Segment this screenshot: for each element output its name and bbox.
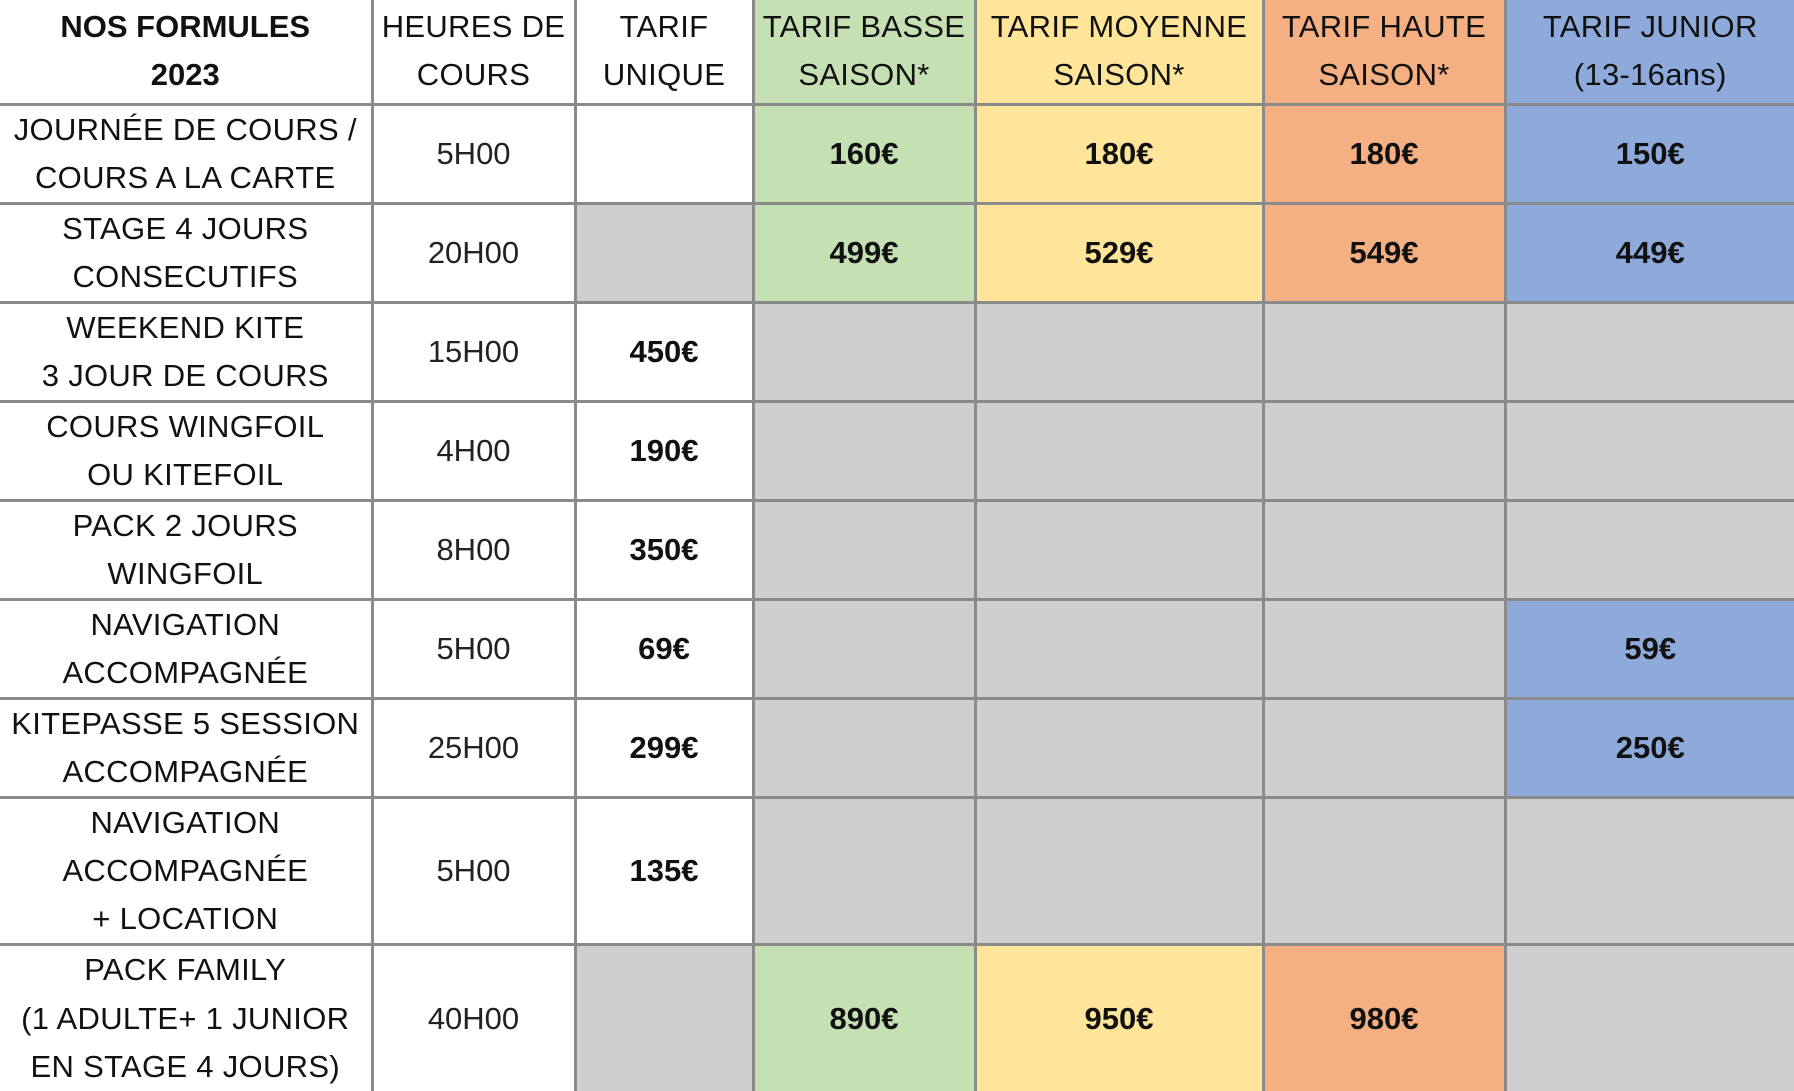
formula-cell: KITEPASSE 5 SESSION ACCOMPAGNÉE bbox=[0, 699, 372, 798]
table-row bbox=[0, 203, 1794, 302]
tarif-moyenne-cell: 950€ bbox=[975, 945, 1263, 1091]
hours-cell: 5H00 bbox=[372, 798, 575, 945]
tarif-haute-cell bbox=[1263, 302, 1505, 401]
tarif-moyenne-cell bbox=[975, 798, 1263, 945]
header-heures bbox=[372, 0, 575, 104]
tarif-moyenne-cell: 180€ bbox=[975, 104, 1263, 203]
tarif-junior-cell bbox=[1505, 798, 1794, 945]
tarif-unique-cell bbox=[575, 945, 753, 1091]
header-tarif-basse-text: TARIF BASSE SAISON* bbox=[762, 9, 966, 93]
header-tarif-basse bbox=[753, 0, 975, 104]
tarif-haute-cell: 549€ bbox=[1263, 203, 1505, 302]
hours-cell: 8H00 bbox=[372, 500, 575, 599]
tarif-basse-cell: 890€ bbox=[753, 945, 975, 1091]
header-tarif-junior bbox=[1505, 0, 1794, 104]
tarif-basse-cell: 160€ bbox=[753, 104, 975, 203]
hours-cell: 25H00 bbox=[372, 699, 575, 798]
formula-cell: JOURNÉE DE COURS / COURS A LA CARTE bbox=[0, 104, 372, 203]
tarif-basse-cell: 499€ bbox=[753, 203, 975, 302]
formula-cell: COURS WINGFOIL OU KITEFOIL bbox=[0, 401, 372, 500]
tarif-unique-cell bbox=[575, 104, 753, 203]
tarif-haute-cell bbox=[1263, 699, 1505, 798]
table-row bbox=[0, 104, 1794, 203]
tarif-moyenne-cell bbox=[975, 401, 1263, 500]
tarif-haute-cell: 180€ bbox=[1263, 104, 1505, 203]
tarif-haute-cell bbox=[1263, 798, 1505, 945]
formula-cell: PACK 2 JOURS WINGFOIL bbox=[0, 500, 372, 599]
header-tarif-haute bbox=[1263, 0, 1505, 104]
hours-cell: 15H00 bbox=[372, 302, 575, 401]
header-tarif-unique bbox=[575, 0, 753, 104]
table-row bbox=[0, 599, 1794, 698]
header-formules bbox=[0, 0, 372, 104]
tarif-moyenne-cell bbox=[975, 599, 1263, 698]
formula-cell: PACK FAMILY (1 ADULTE+ 1 JUNIOR EN STAGE 4 JOURS) bbox=[0, 945, 372, 1091]
table-row bbox=[0, 500, 1794, 599]
table-row bbox=[0, 798, 1794, 945]
tarif-haute-cell bbox=[1263, 401, 1505, 500]
tarif-basse-cell bbox=[753, 599, 975, 698]
tarif-unique-cell: 69€ bbox=[575, 599, 753, 698]
tarif-moyenne-cell bbox=[975, 500, 1263, 599]
tarif-junior-cell bbox=[1505, 945, 1794, 1091]
formula-cell: NAVIGATION ACCOMPAGNÉE + LOCATION bbox=[0, 798, 372, 945]
formula-cell: STAGE 4 JOURS CONSECUTIFS bbox=[0, 203, 372, 302]
header-tarif-unique-text: TARIF UNIQUE bbox=[602, 9, 726, 93]
header-tarif-junior-text: TARIF JUNIOR (13-16ans) bbox=[1542, 9, 1758, 93]
header-heures-text: HEURES DE COURS bbox=[381, 9, 566, 93]
tarif-basse-cell bbox=[753, 500, 975, 599]
tarif-haute-cell bbox=[1263, 599, 1505, 698]
tarif-basse-cell bbox=[753, 798, 975, 945]
tarif-junior-cell: 250€ bbox=[1505, 699, 1794, 798]
hours-cell: 5H00 bbox=[372, 104, 575, 203]
header-formules-text: NOS FORMULES 2023 bbox=[60, 9, 311, 93]
tarif-basse-cell bbox=[753, 401, 975, 500]
formula-cell: NAVIGATION ACCOMPAGNÉE bbox=[0, 599, 372, 698]
tarif-moyenne-cell bbox=[975, 699, 1263, 798]
hours-cell: 4H00 bbox=[372, 401, 575, 500]
header-tarif-moyenne-text: TARIF MOYENNE SAISON* bbox=[990, 9, 1248, 93]
table-row bbox=[0, 302, 1794, 401]
tarif-unique-cell: 299€ bbox=[575, 699, 753, 798]
tarif-moyenne-cell bbox=[975, 302, 1263, 401]
tarif-unique-cell: 135€ bbox=[575, 798, 753, 945]
tarif-unique-cell: 190€ bbox=[575, 401, 753, 500]
tarif-basse-cell bbox=[753, 699, 975, 798]
tarif-unique-cell bbox=[575, 203, 753, 302]
tarif-junior-cell bbox=[1505, 401, 1794, 500]
table-row bbox=[0, 401, 1794, 500]
tarif-junior-cell: 150€ bbox=[1505, 104, 1794, 203]
hours-cell: 5H00 bbox=[372, 599, 575, 698]
header-tarif-haute-text: TARIF HAUTE SAISON* bbox=[1281, 9, 1487, 93]
hours-cell: 40H00 bbox=[372, 945, 575, 1091]
hours-cell: 20H00 bbox=[372, 203, 575, 302]
tarif-haute-cell bbox=[1263, 500, 1505, 599]
tarif-junior-cell: 449€ bbox=[1505, 203, 1794, 302]
header-tarif-moyenne bbox=[975, 0, 1263, 104]
tarif-unique-cell: 350€ bbox=[575, 500, 753, 599]
formula-cell: WEEKEND KITE 3 JOUR DE COURS bbox=[0, 302, 372, 401]
tarif-junior-cell bbox=[1505, 500, 1794, 599]
tarif-haute-cell: 980€ bbox=[1263, 945, 1505, 1091]
tarif-junior-cell: 59€ bbox=[1505, 599, 1794, 698]
tarif-unique-cell: 450€ bbox=[575, 302, 753, 401]
header-row bbox=[0, 0, 1794, 104]
tarif-moyenne-cell: 529€ bbox=[975, 203, 1263, 302]
tarif-junior-cell bbox=[1505, 302, 1794, 401]
table-row bbox=[0, 699, 1794, 798]
table-row bbox=[0, 945, 1794, 1091]
tarif-basse-cell bbox=[753, 302, 975, 401]
